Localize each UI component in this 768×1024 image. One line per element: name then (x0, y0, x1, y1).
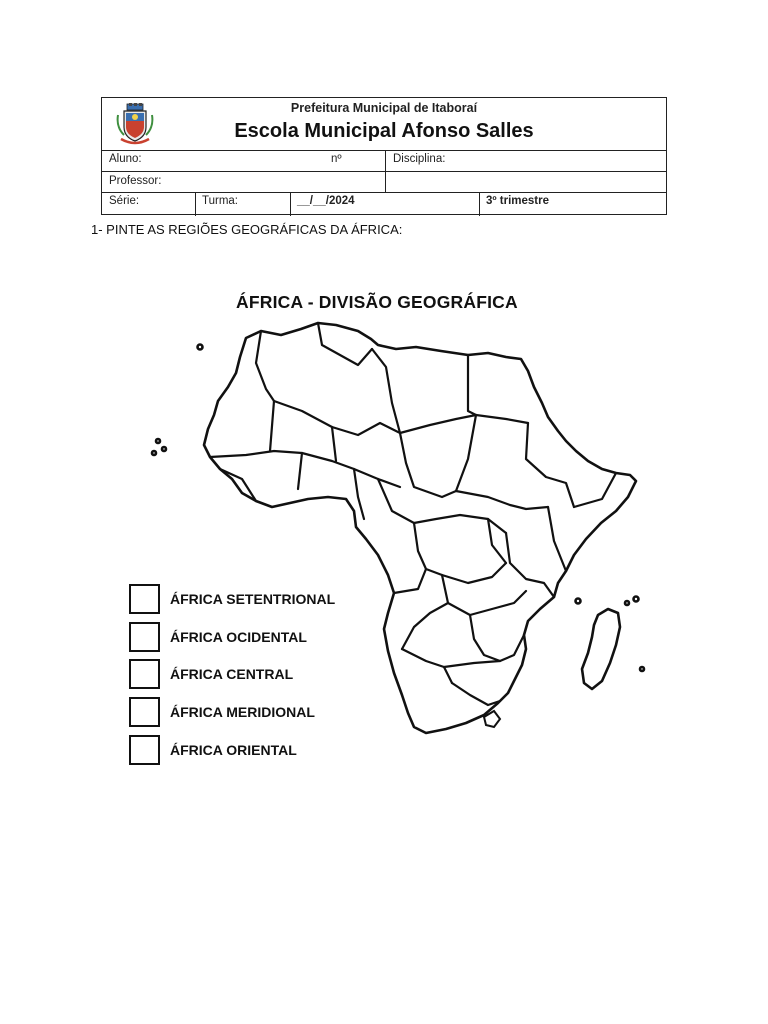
color-box-oriental[interactable] (129, 735, 160, 765)
legend-label-setentrional: ÁFRICA SETENTRIONAL (170, 591, 336, 607)
legend-label-central: ÁFRICA CENTRAL (170, 666, 294, 682)
trimestre-label: 3º trimestre (486, 195, 550, 207)
header-table (101, 97, 667, 215)
date-field: __/__/2024 (297, 195, 355, 207)
legend-label-ocidental: ÁFRICA OCIDENTAL (170, 629, 307, 645)
turma-label: Turma: (202, 195, 238, 207)
serie-label: Série: (109, 195, 140, 207)
numero-label: nº (331, 153, 342, 165)
color-box-meridional[interactable] (129, 697, 160, 727)
color-box-setentrional[interactable] (129, 584, 160, 614)
color-box-central[interactable] (129, 659, 160, 689)
map-title: ÁFRICA - DIVISÃO GEOGRÁFICA (236, 292, 518, 312)
color-box-ocidental[interactable] (129, 622, 160, 652)
aluno-label: Aluno: (109, 153, 142, 165)
prefeitura-title: Prefeitura Municipal de Itaboraí (290, 101, 478, 115)
legend-label-oriental: ÁFRICA ORIENTAL (170, 742, 297, 758)
legend-label-meridional: ÁFRICA MERIDIONAL (170, 704, 315, 720)
professor-label: Professor: (109, 175, 162, 187)
question-text: 1- PINTE AS REGIÕES GEOGRÁFICAS DA ÁFRICA: (91, 222, 403, 237)
school-name: Escola Municipal Afonso Salles (234, 120, 534, 142)
disciplina-label: Disciplina: (393, 153, 446, 165)
